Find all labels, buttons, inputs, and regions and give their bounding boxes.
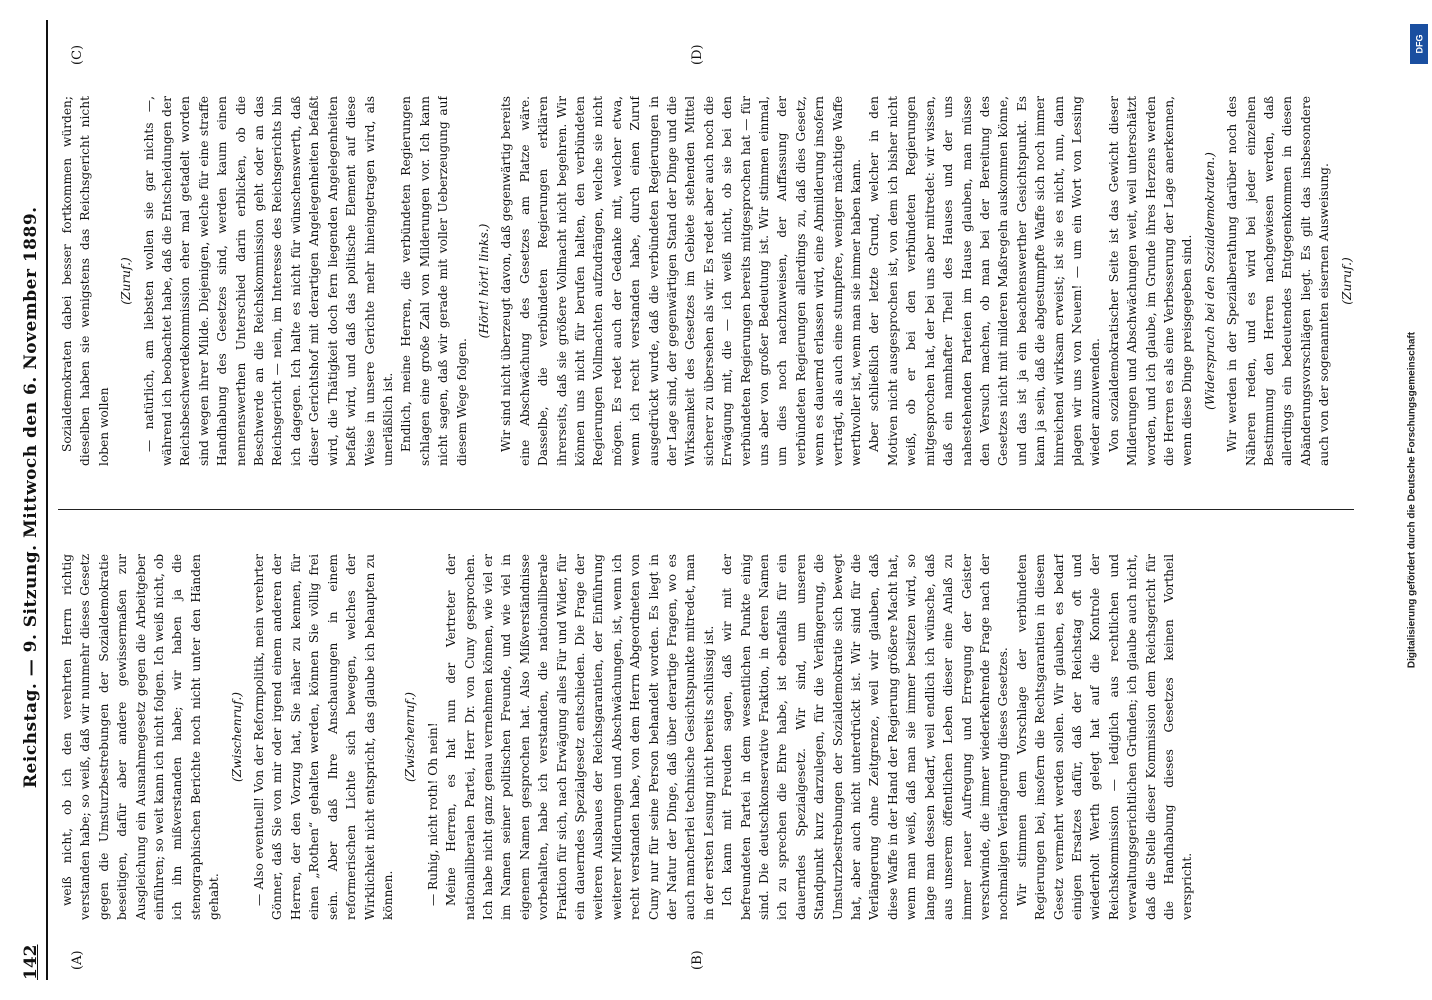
margin-marker-b: (B) bbox=[690, 950, 705, 970]
digitization-credit: Digitalisierung gefördert durch die Deutsche Forschungsgemeinschaft bbox=[1406, 331, 1418, 669]
interjection: (Zwischenruf.) bbox=[229, 692, 244, 782]
paragraph: Wir sind nicht überzeugt davon, daß gegenwärtig bereits eine Abschwächung des Gesetzes am Platze wäre. Dasselbe, die verbündeten Regierungen erklären ihrerseits, daß sie größere Vollmacht nicht begehren. Wir können uns nicht für berufen halten, den verbündeten Regierungen Vollmachten aufzudrängen, welche sie nicht mögen. Es redet auch der Gedanke mit, welcher etwa, wenn ich recht verstanden habe, durch einen Zuruf ausgedrückt wurde, daß die verbündeten Regierungen in der Lage sind, der gegenwärtigen Stand der Dinge und die Wirksamkeit des Gesetzes im Gebiete stehenden Mittel sicherer zu übersehen als wir. Es redet aber auch noch die Erwägung mit, die — ich weiß nicht, ob sie bei den verbündeten Regierungen bereits mitgesprochen hat — für uns aber von großer Bedeutung ist. Wir stimmen einmal, um dies noch nachzuweisen, der Auffassung der verbündeten Regierungen allerdings zu, daß dies Gesetz, wenn es dauernd erlassen wird, eine Abmilderung insofern verträgt, als auch eine stumpfere, weniger mächtige Waffe werthvoller ist, wenn man sie immer haben kann. bbox=[499, 96, 864, 466]
interjection: (Zwischenruf.) bbox=[403, 692, 418, 782]
paragraph: — natürlich, am liebsten wollen sie gar nichts —, während ich beobachtet habe, daß die Entscheidungen der Reichsbeschwerdekommission eher mal getadelt worden sind wegen ihrer Milde. Diejenigen, welche für eine straffe Handhabung des Gesetzes sind, werden kaum einen nennenswerthen Unterschied darin erblicken, ob die Beschwerde an die Reichskommission geht oder an das Reichsgericht — nein, im Interesse des Reichsgerichts bin ich dagegen. Ich halte es nicht für wünschenswerth, daß dieser Gerichtshof mit derartigen Angelegenheiten befaßt wird, die Thätigkeit doch fern liegenden Angelegenheiten befaßt wird, und daß das politische Element auf diese Weise in unsere Gerichte mehr hineingetragen wird, als unerläßlich ist. bbox=[141, 96, 395, 466]
interjection: (Widerspruch bei den Sozialdemokraten.) bbox=[1202, 152, 1217, 410]
paragraph: Wir stimmen dem Vorschlage der verbündeten Regierungen bei, insofern die Rechtsgarantien in diesem Gesetz vermehrt werden sollen. Wir glauben, es bedarf einigen Ersatzes dafür, daß der Reichstag oft und wiederholt Werth gelegt hat auf die Kontrole der Reichskommission — lediglich aus rechtlichen und verwaltungsgerichtlichen Gründen; ich glaube auch nicht, daß die Stelle dieser Kommission dem Reichsgericht für die Handhabung dieses Gesetzes keinen Vortheil verspricht. bbox=[1014, 554, 1195, 920]
paragraph: weiß nicht, ob ich den verehrten Herrn richtig verstanden habe; so weiß, daß wir nunmehr dieses Gesetz gegen die Umsturzbestrebungen der Sozialdemokratie beseitigen, dafür aber andere gewissermaßen zur Ausgleichung ein Ausnahmegesetz gegen die Arbeitgeber einführen; so weit kann ich nicht folgen. Ich weiß nicht, ob ich ihn mißverstanden habe; wir haben ja die stenographischen Berichte noch nicht unter den Händen gehabt. bbox=[60, 554, 222, 920]
page-header bbox=[16, 20, 48, 980]
page-title: Reichstag. — 9. Sitzung. Mittwoch den 6. November 1889. bbox=[21, 206, 41, 789]
paragraph: Von sozialdemokratischer Seite ist das Gewicht dieser Milderungen und Abschwächungen weit, weil unterschätzt worden, und ich glaube, im Grunde ihres Herzens werden die Herren es als eine Verbesserung der Lage anerkennen, wenn diese Dinge preisgegeben sind. bbox=[1106, 96, 1195, 466]
right-text-column bbox=[58, 96, 1354, 466]
paragraph: Wir werden in der Spezialberathung darüber noch des Näheren reden, und es wird bei jeder einzelnen Bestimmung den Herren nachgewiesen werden, daß allerdings ein bedeutendes Entgegenkommen in diesen Abänderungsvorschlägen liegt. Es gilt das insbesondere auch von der sogenannten eisernen Ausweisung. bbox=[1225, 96, 1332, 466]
paragraph: Sozialdemokraten dabei besser fortkommen würden; dieselben haben sie wenigstens das Reichsgericht nicht loben wollen bbox=[60, 96, 111, 466]
paragraph: Endlich, meine Herren, die verbündeten Regierungen schlagen eine große Zahl von Milderungen vor. Ich kann nicht sagen, daß wir gerade mit voller Ueberzeugung auf diesem Wege folgen. bbox=[399, 96, 469, 466]
column-divider bbox=[58, 509, 1354, 510]
paragraph: — Ruhig, nicht roth! Oh nein! bbox=[425, 722, 440, 906]
page-number: 142 bbox=[21, 944, 41, 980]
paragraph: Aber schließlich der letzte Grund, welcher in den Motiven nicht ausgesprochen ist, von dem ich bisher nicht weiß, ob er bei den verbündeten Regierungen mitgesprochen hat, der bei uns aber mitredet: wir wissen, daß ein namhafter Theil des Hauses und der uns nahestehenden Parteien im Hause glauben, man müsse den Versuch machen, ob man bei der Bereitung des Gesetzes nicht mit milderen Maßregeln auskommen könne, und das ist ja ein beachtenswerther Gesichtspunkt. Es kann ja sein, daß die abgestumpfte Waffe sich noch immer hinreichend wirksam erweist; ist sie es nicht, nun, dann plagen wir uns von Neuem! — um ein Wort von Lessing wieder anzuwenden. bbox=[867, 96, 1103, 466]
interjection: (Hört! hört! links.) bbox=[476, 223, 491, 339]
paragraph: Ich kann mit Freuden sagen, daß wir mit der befreundeten Partei in dem wesentlichen Punkte einig sind. Die deutschkonservative Fraktion, in deren Namen ich zu sprechen die Ehre habe, ist ebenfalls für ein dauerndes Spezialgesetz. Wir sind, um unseren Standpunkt kurz darzulegen, für die Verlängerung, die Umsturzbestrebungen der Sozialdemokratie sich bewegt hat, aber auch nicht unterdrückt ist. Wir sind für die Verlängerung ohne Zeitgrenze, weil wir glauben, daß diese Waffe in der Hand der Regierung größere Macht hat, wenn man weiß, daß man sie immer besitzen wird, so lange man dessen bedarf, weil endlich ich wünsche, daß aus unserem öffentlichen Leben dieser eine Anlaß zu immer neuer Aufregung und Erregung der Geister verschwinde, die immer wiederkehrende Frage nach der nochmaligen Verlängerung dieses Gesetzes. bbox=[720, 554, 1011, 920]
margin-marker-a: (A) bbox=[70, 950, 85, 970]
interjection: (Zuruf.) bbox=[1339, 257, 1354, 305]
interjection: (Zuruf.) bbox=[119, 257, 134, 305]
dfg-logo: DFG bbox=[1410, 24, 1428, 64]
left-text-column bbox=[58, 554, 1354, 920]
margin-marker-d: (D) bbox=[690, 44, 705, 65]
paragraph: — Also eventuell! Von der Reformpolitik, mein verehrter Gönner, daß Sie von mir oder irgend einem anderen der Herren, der den Vorzug hat, Sie näher zu kennen, für einen „Rothen“ gehalten werden, können Sie völlig frei sein. Aber daß Ihre Anschauungen in einem reformerischen Lichte sich bewegen, welches der Wirklichkeit nicht entspricht, das glaube ich behaupten zu können. bbox=[252, 554, 395, 920]
margin-marker-c: (C) bbox=[70, 44, 85, 65]
paragraph: Meine Herren, es hat nun der Vertreter der nationalliberalen Partei, Herr Dr. von Cuny gesprochen. Ich habe nicht ganz genau vernehmen können, wie viel er im Namen seiner politischen Freunde, und wie viel in eigenem Namen gesprochen hat. Also Mißverständnisse vorbehalten, habe ich verstanden, die nationalliberale Fraktion für sich, nach Erwägung alles Für und Wider, für ein dauerndes Spezialgesetz entschieden. Die Frage der weiteren Ausbaues der Reichsgarantien, der Einführung weiterer Milderungen und Abschwächungen, ist, wenn ich recht verstanden habe, von dem Herrn Abgeordneten von Cuny nur für seine Person behandelt worden. Es liegt in der Natur der Dinge, daß über derartige Fragen, wo es auch mancherlei technische Gesichtspunkte mitredet, man in der ersten Lesung nicht bereits schlüssig ist. bbox=[444, 554, 716, 920]
